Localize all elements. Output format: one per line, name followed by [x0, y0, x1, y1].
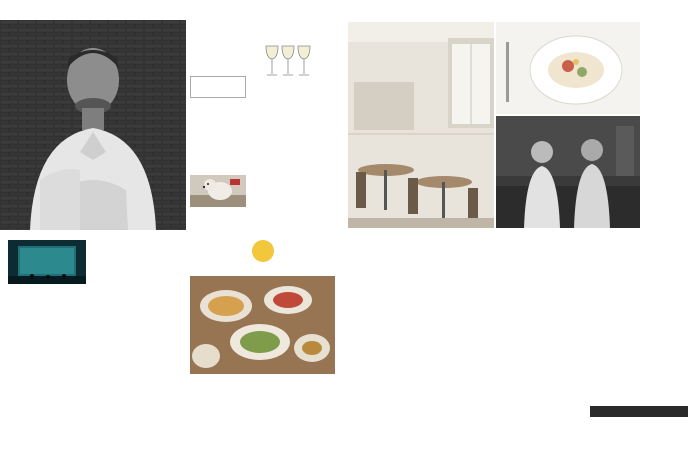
- left-folio: [8, 437, 11, 443]
- wine-glasses-icon: [256, 44, 314, 78]
- restaurant-interior-illustration: [348, 22, 494, 228]
- koira-body: [190, 226, 246, 278]
- article-col1-top: [392, 277, 484, 297]
- article-dropcap: [378, 276, 390, 298]
- dog-photo: [190, 175, 246, 207]
- restaurant-interior-photo: [348, 22, 494, 228]
- chefs-kitchen-illustration: [496, 116, 640, 228]
- chef-portrait-illustration: [0, 20, 186, 230]
- dish-illustration: [496, 22, 640, 114]
- hygge-body: [190, 112, 246, 172]
- underwater-illustration: [8, 240, 86, 284]
- herkullista-badge: [250, 238, 277, 265]
- food-table-photo: [190, 276, 335, 374]
- food-table-illustration: [190, 276, 335, 374]
- wine-glasses-image: [256, 44, 314, 78]
- chefs-kitchen-photo: [496, 116, 640, 228]
- chef-portrait-photo: [0, 20, 186, 230]
- uusi-body: [92, 249, 184, 413]
- dish-photo: [496, 22, 640, 114]
- hygge-logo: [190, 76, 246, 98]
- underwater-restaurant-photo: [8, 240, 86, 284]
- meren-body: [8, 310, 86, 414]
- article-col2: [488, 277, 584, 428]
- right-folio: [618, 437, 621, 443]
- info-column: [646, 34, 692, 48]
- article-col3: [588, 277, 688, 403]
- rating-box: [590, 406, 688, 417]
- dog-illustration: [190, 175, 246, 207]
- right-page: [348, 0, 696, 450]
- riesling-body: [254, 164, 330, 216]
- article-col1: [378, 300, 484, 428]
